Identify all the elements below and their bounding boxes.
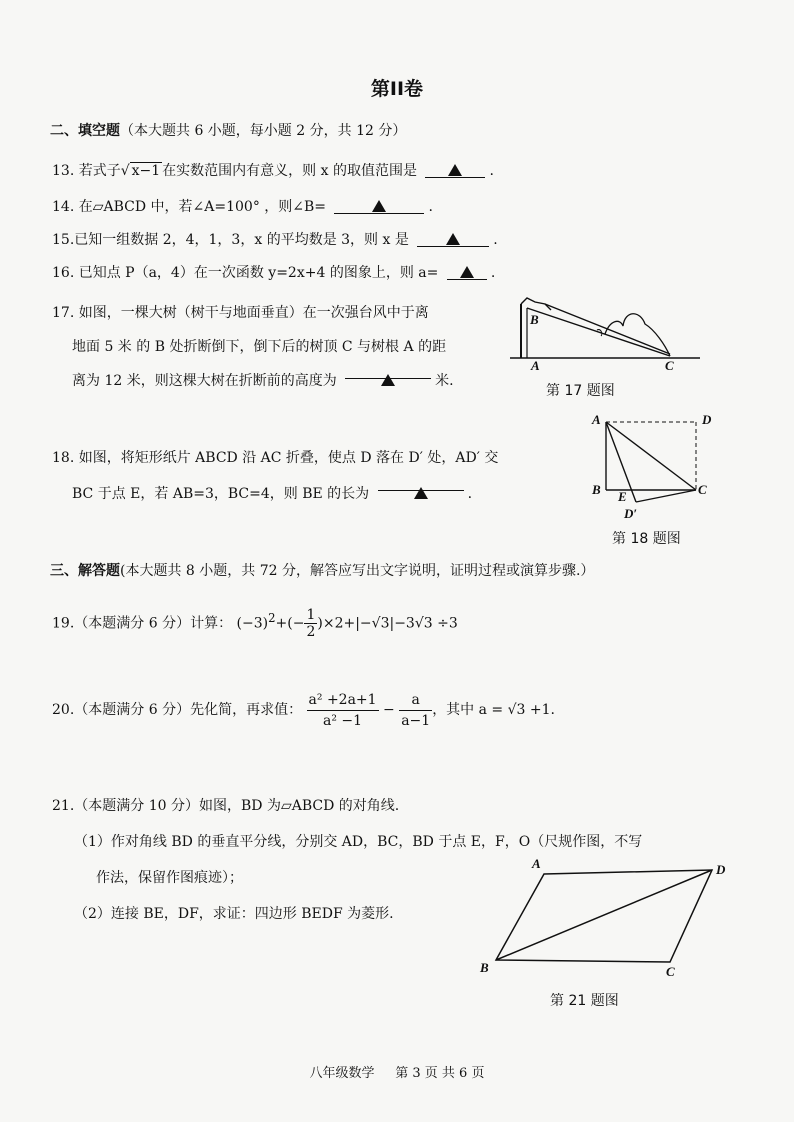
label-C: C bbox=[665, 358, 674, 373]
q13-number: 13. bbox=[52, 163, 75, 179]
q20-minus: − bbox=[383, 702, 395, 718]
section-2-note: （本大题共 6 小题，每小题 2 分，共 12 分） bbox=[120, 123, 407, 139]
q16-end: . bbox=[490, 265, 496, 281]
q16-text: 已知点 P（a，4）在一次函数 y=2x+4 的图象上，则 a= bbox=[78, 265, 439, 281]
section-2-label: 二、填空题 bbox=[50, 123, 120, 139]
q21-figure bbox=[474, 852, 740, 982]
q15-end: . bbox=[493, 232, 498, 248]
q20-fraction-2 bbox=[399, 690, 432, 731]
q21-part2: （2）连接 BE，DF，求证：四边形 BEDF 为菱形. bbox=[74, 906, 394, 922]
diagonal-BD bbox=[496, 870, 712, 960]
section-3-note: (本大题共 8 小题，共 72 分，解答应写出文字说明，证明过程或演算步骤.） bbox=[120, 563, 595, 579]
q19-expr-c: )×2+|−√3|−3√3 ÷3 bbox=[317, 615, 458, 632]
q18-figure bbox=[588, 408, 718, 523]
q18-end: . bbox=[467, 486, 473, 502]
q20-tail: ，其中 a = √3 +1. bbox=[432, 702, 555, 718]
q14-number: 14. bbox=[52, 199, 75, 215]
q21-text: 如图，BD 为▱ABCD 的对角线. bbox=[198, 798, 400, 814]
section-3-heading bbox=[50, 560, 594, 580]
q20-lead: 先化简，再求值： bbox=[190, 702, 303, 718]
q20-number: 20. bbox=[52, 702, 75, 718]
footer-page: 第 3 页 共 6 页 bbox=[395, 1066, 485, 1081]
label-B: B bbox=[480, 960, 489, 975]
q18-line1: 如图，将矩形纸片 ABCD 沿 AC 折叠，使点 D 落在 D′ 处，AD′ 交 bbox=[78, 450, 499, 466]
section-2-heading bbox=[50, 120, 406, 140]
q16-number: 16. bbox=[52, 265, 75, 281]
q13-pre: 若式子 bbox=[78, 163, 121, 179]
triangle-icon bbox=[381, 374, 395, 386]
label-D: D bbox=[702, 412, 712, 427]
q19-expr-a: (−3) bbox=[236, 615, 269, 632]
q17-number: 17. bbox=[52, 305, 75, 321]
label-A: A bbox=[531, 358, 540, 373]
label-A: A bbox=[592, 412, 601, 427]
q19-exp: 2 bbox=[268, 611, 276, 625]
q18-number: 18. bbox=[52, 450, 75, 466]
label-B: B bbox=[530, 312, 539, 327]
label-E: E bbox=[618, 489, 627, 504]
q20-f1-den: a² −1 bbox=[323, 712, 363, 729]
q13-post: 在实数范围内有意义，则 x 的取值范围是 bbox=[162, 163, 417, 179]
footer-subject: 八年级数学 bbox=[309, 1066, 375, 1081]
q17-answer-blank[interactable] bbox=[345, 364, 431, 379]
question-13 bbox=[52, 160, 494, 180]
triangle-icon bbox=[372, 200, 386, 212]
q21-caption: 第 21 题图 bbox=[550, 993, 619, 1009]
q18-line2: BC 于点 E，若 AB=3，BC=4，则 BE 的长为 bbox=[72, 486, 370, 502]
q13-answer-blank[interactable] bbox=[425, 163, 485, 178]
diagonal-AC bbox=[606, 422, 696, 490]
q14-end: . bbox=[428, 199, 433, 215]
q21-part1-b: 作法，保留作图痕迹）； bbox=[96, 870, 243, 886]
q15-answer-blank[interactable] bbox=[417, 232, 489, 247]
q20-f1-num: a² +2a+1 bbox=[307, 690, 379, 711]
q19-frac-num: 1 bbox=[306, 607, 316, 624]
page-title: 第II卷 bbox=[370, 78, 424, 100]
page-footer bbox=[0, 1062, 794, 1081]
triangle-icon bbox=[446, 233, 460, 245]
q13-end: . bbox=[489, 163, 494, 179]
q20-score: （本题满分 6 分） bbox=[74, 702, 191, 718]
fallen-trunk bbox=[527, 308, 670, 356]
q21-number: 21. bbox=[52, 798, 75, 814]
q20-f2-num: a bbox=[399, 690, 432, 711]
question-17 bbox=[52, 296, 454, 398]
question-16 bbox=[52, 262, 495, 282]
label-D: D bbox=[716, 862, 726, 877]
section-3-label: 三、解答题 bbox=[50, 563, 120, 579]
q18-answer-blank[interactable] bbox=[378, 476, 464, 491]
edge-D-prime-C bbox=[636, 490, 696, 502]
q19-fraction bbox=[304, 607, 317, 640]
q17-figure bbox=[505, 290, 705, 375]
question-14 bbox=[52, 196, 433, 216]
q18-caption: 第 18 题图 bbox=[612, 531, 681, 547]
q13-sqrt: √ x−1 bbox=[120, 163, 161, 179]
q19-lead: 计算： bbox=[190, 615, 233, 632]
triangle-icon bbox=[414, 487, 428, 499]
label-D-prime: D′ bbox=[624, 506, 638, 521]
q19-score: （本题满分 6 分） bbox=[74, 615, 191, 632]
question-19 bbox=[52, 598, 458, 644]
q17-unit: 米. bbox=[435, 373, 454, 389]
q21-score: （本题满分 10 分） bbox=[74, 798, 199, 814]
q15-text: 已知一组数据 2，4，1，3，x 的平均数是 3，则 x 是 bbox=[74, 232, 409, 248]
label-B: B bbox=[592, 482, 601, 497]
q20-f2-den: a−1 bbox=[401, 712, 431, 729]
q19-expr-b: +(− bbox=[275, 615, 305, 632]
q14-answer-blank[interactable] bbox=[334, 199, 424, 214]
q17-caption: 第 17 题图 bbox=[546, 383, 615, 399]
q19-number: 19. bbox=[52, 615, 75, 632]
q20-fraction-1 bbox=[307, 690, 379, 731]
q13-radicand: x−1 bbox=[131, 163, 161, 179]
question-18 bbox=[52, 440, 498, 512]
q19-frac-den: 2 bbox=[306, 624, 316, 641]
label-C: C bbox=[698, 482, 707, 497]
label-A: A bbox=[532, 856, 541, 871]
triangle-icon bbox=[460, 266, 474, 278]
q14-text: 在▱ABCD 中，若∠A=100° ，则∠B= bbox=[78, 199, 327, 215]
triangle-icon bbox=[448, 164, 462, 176]
q15-number: 15. bbox=[52, 232, 75, 248]
q17-line3: 离为 12 米，则这棵大树在折断前的高度为 bbox=[72, 373, 337, 389]
q17-line1: 如图，一棵大树（树干与地面垂直）在一次强台风中于离 bbox=[78, 305, 429, 321]
question-20 bbox=[52, 686, 555, 734]
q17-line2: 地面 5 米 的 B 处折断倒下，倒下后的树顶 C 与树根 A 的距 bbox=[72, 339, 447, 355]
q21-part1-a: （1）作对角线 BD 的垂直平分线，分别交 AD，BC，BD 于点 E，F，O（尺规作图，不写 bbox=[74, 834, 643, 850]
question-15 bbox=[52, 229, 498, 249]
q16-answer-blank[interactable] bbox=[447, 265, 487, 280]
label-C: C bbox=[666, 964, 675, 979]
